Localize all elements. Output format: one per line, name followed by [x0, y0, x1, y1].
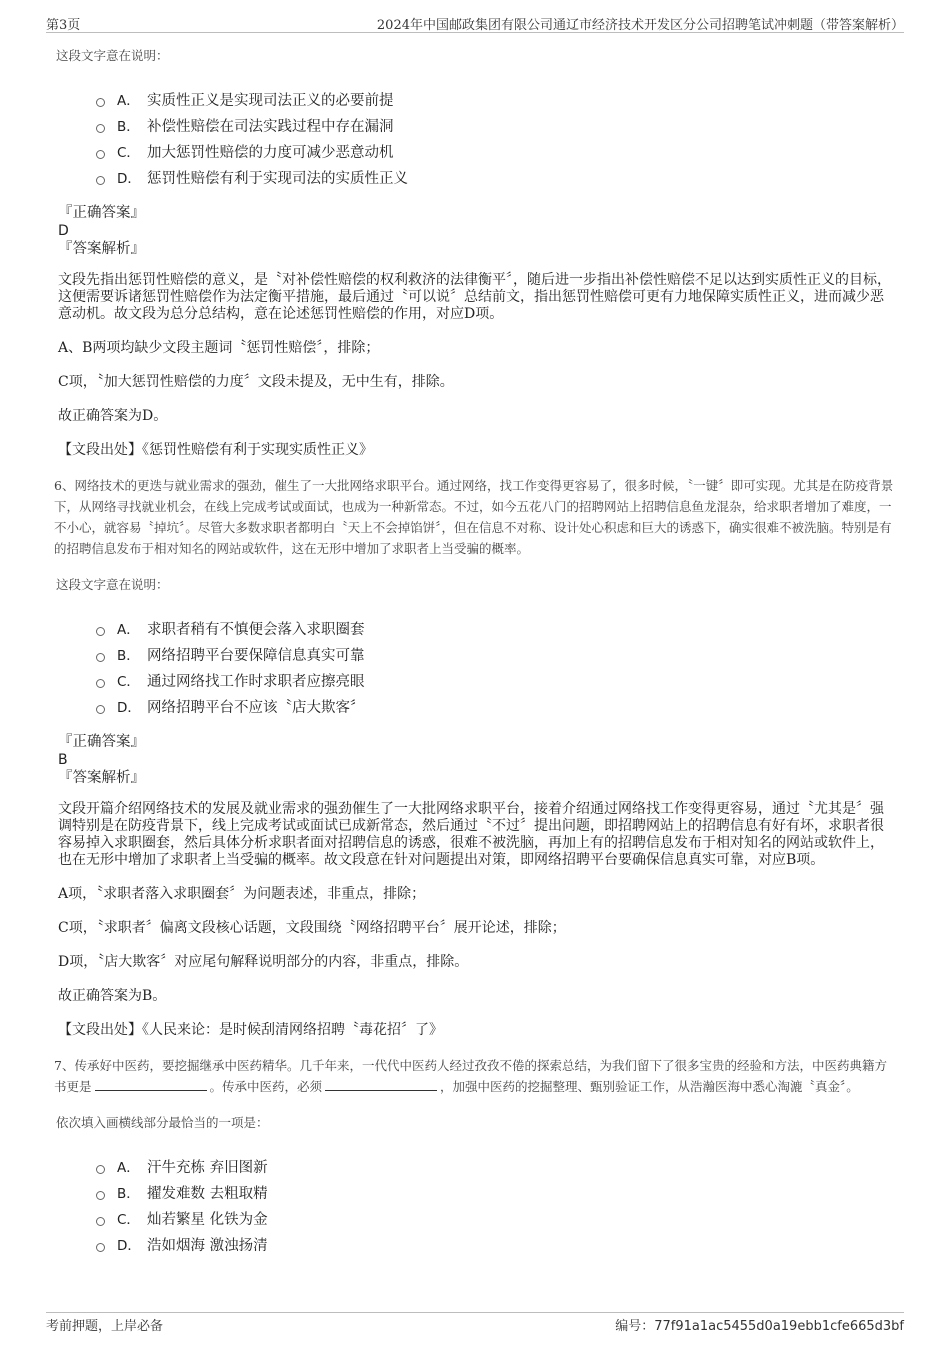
q6-option-d[interactable]: D． 网络招聘平台不应该〝店大欺客〞: [96, 693, 896, 719]
q6-source: 【文段出处】《人民来论：是时候刮清网络招聘〝毒花招〞了》: [58, 1022, 443, 1038]
q6-analysis-line: 故正确答案为B。: [58, 988, 167, 1004]
fill-blank: [325, 1078, 437, 1091]
q6-analysis-label: 『答案解析』: [58, 770, 145, 786]
q6-option-c[interactable]: C． 通过网络找工作时求职者应擦亮眼: [96, 667, 896, 693]
q7-prompt: 依次填入画横线部分最恰当的一项是：: [56, 1115, 269, 1130]
footer-slogan: 考前押题，上岸必备: [46, 1319, 164, 1334]
radio-button[interactable]: [96, 653, 105, 662]
q6-answer-label: 『正确答案』: [58, 734, 145, 750]
q6-stem: 6、网络技术的更迭与就业需求的强劲，催生了一大批网络求职平台。通过网络，找工作变得更容易了，很多时候，〝一键〞即可实现。尤其是在防疫背景下，从网络寻找就业机会，在线上完成考试或面试，也成为一种新常态。不过，如今五花八门的招聘网站上招聘信息鱼龙混杂，给求职者增加了难度，一不小心，就容易〝掉坑〞。尽管大多数求职者都明白〝天上不会掉馅饼〞，但在信息不对称、设计处心积虑和巨大的诱惑下，确实很难不被洗脑。特别是有的招聘信息发布于相对知名的网站或软件，这在无形中增加了求职者上当受骗的概率。: [54, 478, 894, 556]
q6-option-b[interactable]: B． 网络招聘平台要保障信息真实可靠: [96, 641, 896, 667]
radio-button[interactable]: [96, 124, 105, 133]
q5-prompt: 这段文字意在说明：: [56, 48, 169, 63]
q5-source: 【文段出处】《惩罚性赔偿有利于实现实质性正义》: [58, 442, 373, 458]
radio-button[interactable]: [96, 1191, 105, 1200]
q7-options: [56, 1153, 896, 1257]
q7-option-b[interactable]: B． 擢发难数 去粗取精: [96, 1179, 896, 1205]
q5-option-a[interactable]: A． 实质性正义是实现司法正义的必要前提: [96, 86, 896, 112]
radio-button[interactable]: [96, 1243, 105, 1252]
q5-analysis-label: 『答案解析』: [58, 241, 145, 257]
document-code: 编号：77f91a1ac5455d0a19ebb1cfe665d3bf: [615, 1319, 904, 1334]
q5-analysis-line: 故正确答案为D。: [58, 408, 168, 424]
document-title: 2024年中国邮政集团有限公司通辽市经济技术开发区分公司招聘笔试冲刺题（带答案解析）: [376, 18, 904, 33]
radio-button[interactable]: [96, 1165, 105, 1174]
q5-option-b[interactable]: B． 补偿性赔偿在司法实践过程中存在漏洞: [96, 112, 896, 138]
q6-analysis-line: A项，〝求职者落入求职圈套〞为问题表述，非重点，排除；: [58, 886, 426, 902]
page-number: 第3页: [46, 18, 81, 33]
radio-button[interactable]: [96, 627, 105, 636]
q6-analysis: 文段开篇介绍网络技术的发展及就业需求的强劲催生了一大批网络求职平台，接着介绍通过网络找工作变得更容易，通过〝尤其是〞强调特别是在防疫背景下，线上完成考试或面试已成新常态，然后通过〝不过〞提出问题，即招聘网站上的招聘信息有好有坏，求职者很容易掉入求职圈套，然后具体分析求职者面对招聘信息的诱惑，很难不被洗脑，再加上有的招聘信息发布于相对知名的网站或软件上，也在无形中增加了求职者上当受骗的概率。故文段意在针对问题提出对策，即网络招聘平台要确保信息真实可靠，对应B项。: [58, 801, 884, 868]
q5-option-c[interactable]: C． 加大惩罚性赔偿的力度可减少恶意动机: [96, 138, 896, 164]
q6-answer: B: [58, 752, 68, 768]
page-footer: [46, 1312, 904, 1335]
radio-button[interactable]: [96, 705, 105, 714]
q6-options: [56, 615, 896, 719]
document-body: [56, 46, 896, 1271]
q7-stem: 7、传承好中医药，要挖掘继承中医药精华。几千年来，一代代中医药人经过孜孜不倦的探索总结，为我们留下了很多宝贵的经验和方法，中医药典籍方书更是 。传承中医药，必须 ，加强中医药的挖掘整理、甄别验证工作，从浩瀚医海中悉心淘漉〝真金〞。: [54, 1058, 887, 1094]
q6-option-a[interactable]: A． 求职者稍有不慎便会落入求职圈套: [96, 615, 896, 641]
q5-option-d[interactable]: D． 惩罚性赔偿有利于实现司法的实质性正义: [96, 164, 896, 190]
radio-button[interactable]: [96, 150, 105, 159]
q5-analysis-line: C项，〝加大惩罚性赔偿的力度〞文段未提及，无中生有，排除。: [58, 374, 454, 390]
q5-analysis-line: A、B两项均缺少文段主题词〝惩罚性赔偿〞，排除；: [58, 340, 380, 356]
q5-analysis: 文段先指出惩罚性赔偿的意义，是〝对补偿性赔偿的权利救济的法律衡平〞，随后进一步指出补偿性赔偿不足以达到实质性正义的目标，这便需要诉诸惩罚性赔偿作为法定衡平措施，最后通过〝可以说〞总结前文，指出惩罚性赔偿可更有力地保障实质性正义，进而减少恶意动机。故文段为总分总结构，意在论述惩罚性赔偿的作用，对应D项。: [58, 272, 891, 322]
q7-option-d[interactable]: D． 浩如烟海 激浊扬清: [96, 1231, 896, 1257]
q6-analysis-line: C项，〝求职者〞偏离文段核心话题，文段围绕〝网络招聘平台〞展开论述，排除；: [58, 920, 566, 936]
radio-button[interactable]: [96, 176, 105, 185]
q7-option-a[interactable]: A． 汗牛充栋 弃旧图新: [96, 1153, 896, 1179]
radio-button[interactable]: [96, 1217, 105, 1226]
q5-answer-label: 『正确答案』: [58, 205, 145, 221]
q6-prompt: 这段文字意在说明：: [56, 577, 169, 592]
q5-options: [56, 86, 896, 190]
radio-button[interactable]: [96, 679, 105, 688]
q7-option-c[interactable]: C． 灿若繁星 化铁为金: [96, 1205, 896, 1231]
q5-answer: D: [58, 223, 69, 239]
page-header: [46, 12, 904, 33]
q6-analysis-line: D项，〝店大欺客〞对应尾句解释说明部分的内容，非重点，排除。: [58, 954, 469, 970]
fill-blank: [95, 1078, 207, 1091]
radio-button[interactable]: [96, 98, 105, 107]
